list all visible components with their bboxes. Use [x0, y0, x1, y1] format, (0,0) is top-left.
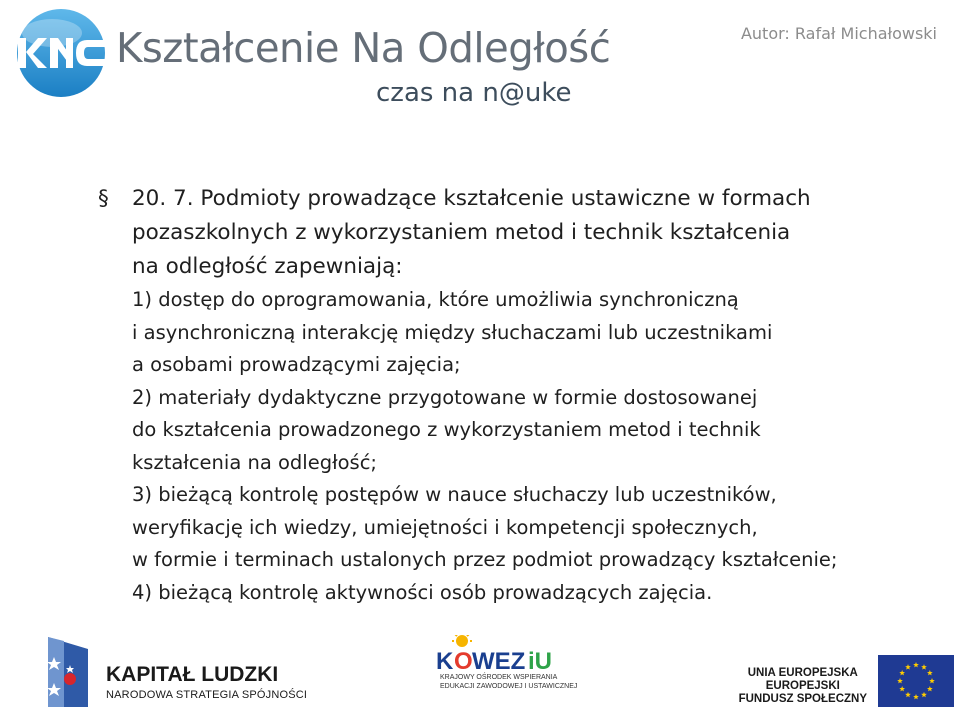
obligation-line: 4) bieżącą kontrolę aktywności osób prowadzących zajęcia. — [132, 580, 713, 604]
obligation-line: w formie i terminach ustalonych przez podmiot prowadzący kształcenie; — [132, 548, 838, 571]
obligation-line: a osobami prowadzącymi zajęcia; — [132, 353, 461, 376]
section-sign: § — [98, 186, 109, 211]
brand-tagline: czas na n@uke — [376, 78, 572, 108]
intro-line: pozaszkolnych z wykorzystaniem metod i technik kształcenia — [132, 220, 791, 245]
eu-fund-text — [739, 667, 867, 706]
kapital-ludzki-subtitle: NARODOWA STRATEGIA SPÓJNOŚCI — [106, 689, 308, 701]
svg-text:WEZ: WEZ — [472, 648, 526, 673]
svg-text:K: K — [436, 648, 454, 673]
eu-line-1: UNIA EUROPEJSKA — [747, 667, 858, 679]
brand-title: Kształcenie Na Odległość — [116, 24, 611, 72]
obligation-line: weryfikację ich wiedzy, umiejętności i kompetencji społecznych, — [132, 515, 758, 539]
knc-logo-icon — [10, 8, 112, 98]
svg-text:O: O — [454, 648, 473, 673]
obligation-line: 2) materiały dydaktyczne przygotowane w formie dostosowanej — [132, 385, 758, 409]
footer — [0, 625, 959, 714]
legal-text — [98, 182, 938, 609]
koweziu-line-1: KRAJOWY OŚRODEK WSPIERANIA — [440, 674, 558, 681]
obligation-line: do kształcenia prowadzonego z wykorzystaniem metod i technik — [132, 418, 761, 441]
intro-line: na odległość zapewniają: — [132, 254, 403, 279]
obligation-line: 1) dostęp do oprogramowania, które umożliwia synchroniczną — [132, 288, 739, 311]
obligation-line: 3) bieżącą kontrolę postępów w nauce słuchaczy lub uczestników, — [132, 483, 777, 506]
kapital-ludzki-emblem-icon — [40, 637, 96, 707]
author-credit: Autor: Rafał Michałowski — [740, 24, 937, 43]
intro-line: 20. 7. Podmioty prowadzące kształcenie ustawiczne w formach — [132, 186, 811, 211]
kapital-ludzki-title: KAPITAŁ LUDZKI — [106, 663, 279, 686]
obligation-line: i asynchroniczną interakcję między słuchaczami lub uczestnikami — [132, 320, 773, 344]
intro-lines — [132, 182, 938, 284]
eu-line-2: EUROPEJSKI — [765, 680, 840, 692]
eu-flag-icon — [878, 655, 954, 707]
obligation-list — [98, 284, 938, 609]
eu-line-3: FUNDUSZ SPOŁECZNY — [738, 693, 867, 705]
koweziu-line-2: EDUKACJI ZAWODOWEJ I USTAWICZNEJ — [440, 683, 578, 690]
koweziu-logo-icon — [432, 635, 560, 673]
section-intro — [98, 182, 938, 284]
header — [0, 0, 959, 130]
svg-text:iU: iU — [528, 648, 552, 673]
obligation-line: kształcenia na odległość; — [132, 450, 377, 474]
